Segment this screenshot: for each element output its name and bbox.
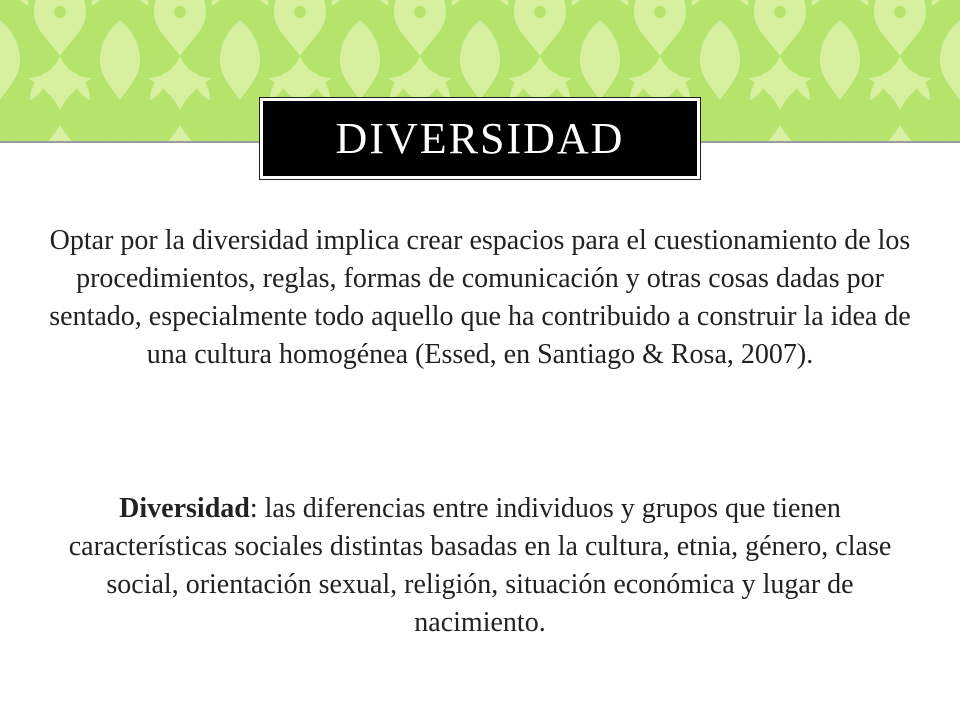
title-background [263, 101, 697, 176]
paragraph-definition-quote: Optar por la diversidad implica crear espacios para el cuestionamiento de los procedimientos, reglas, formas de comunicación y otras cosas dadas por sentado, especialmente todo aquello que ha contribuido a construir la idea de una cultura homogénea (Essed, en Santiago & Rosa, 2007). [49, 225, 911, 370]
paragraph-diversity-definition [40, 490, 920, 642]
title-frame [259, 97, 701, 180]
slide-title: DIVERSIDAD [335, 114, 625, 163]
diversity-term: Diversidad [119, 493, 250, 524]
diversity-definition-text: : las diferencias entre individuos y grupos que tienen características sociales distintas basadas en la cultura, etnia, género, clase social, orientación sexual, religión, situación económica y lugar de nacimiento. [68, 493, 892, 638]
